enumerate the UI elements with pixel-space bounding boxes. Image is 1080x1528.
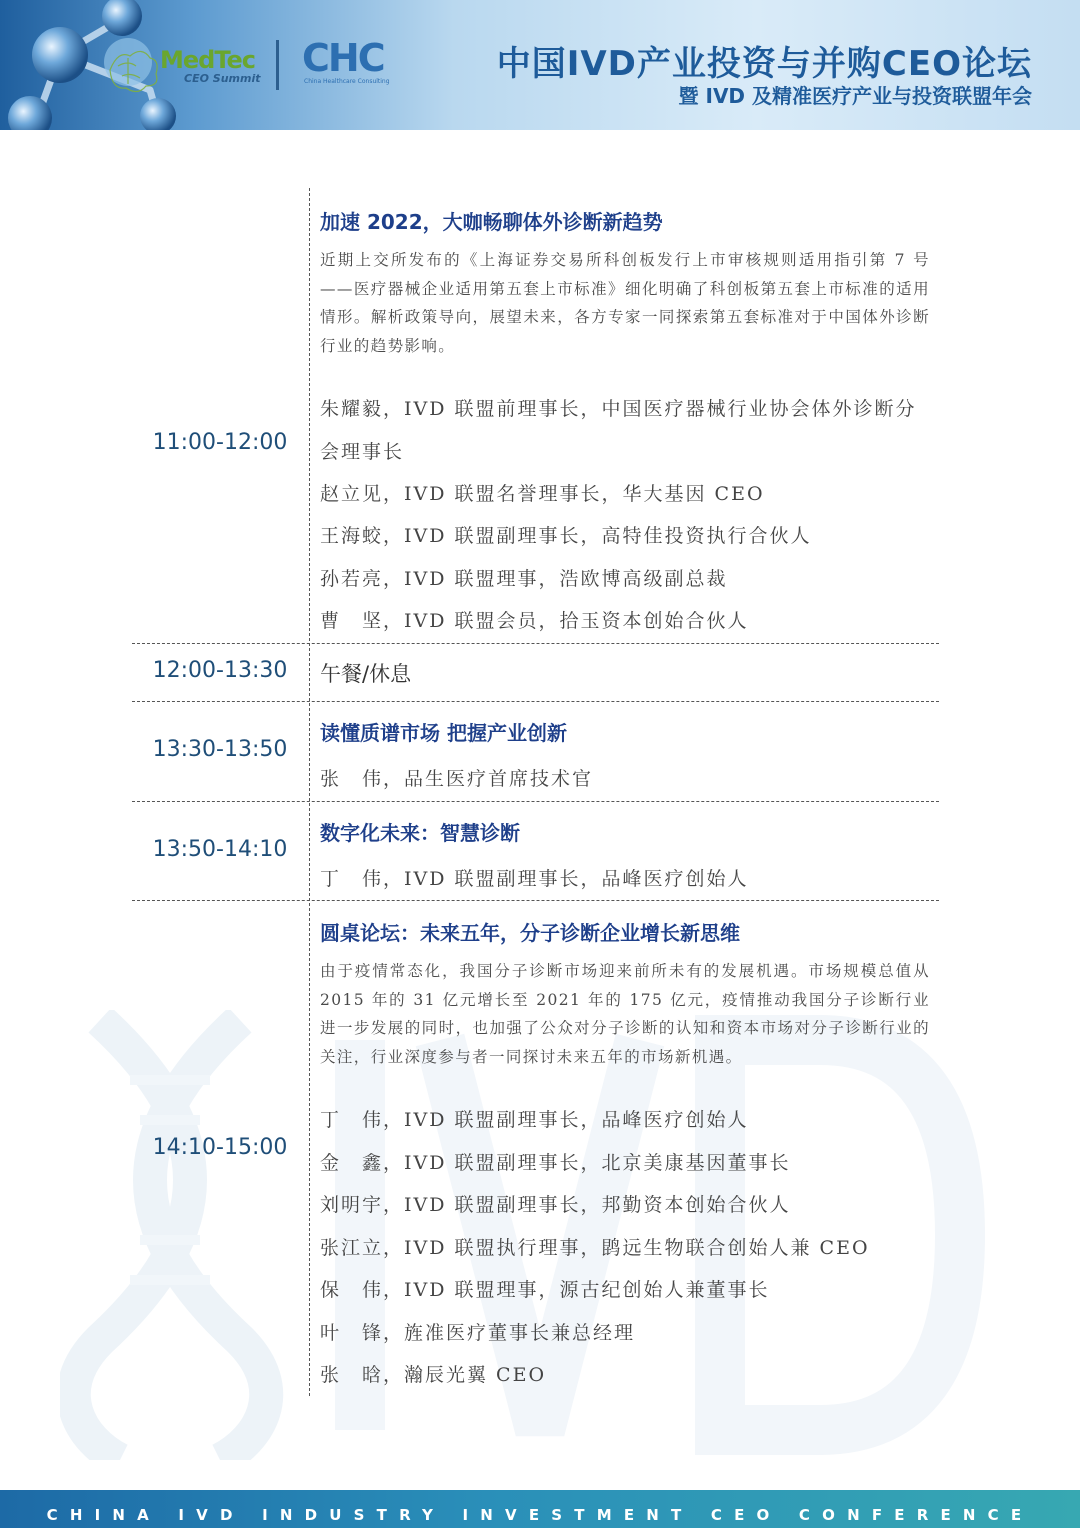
medtec-logo: MedTec [160, 46, 256, 74]
session-title: 数字化未来：智慧诊断 [320, 821, 520, 845]
speaker-item: 丁 伟，IVD 联盟副理事长，品峰医疗创始人 [320, 868, 749, 890]
speaker-item: 张 晗，瀚辰光翼 CEO [320, 1364, 547, 1386]
chc-logo: CHC [302, 36, 384, 80]
session-title: 读懂质谱市场 把握产业创新 [320, 721, 567, 745]
session-time: 13:30-13:50 [152, 737, 288, 762]
speaker-item: 叶 锋，旌准医疗董事长兼总经理 [320, 1322, 636, 1344]
speaker-item: 金 鑫，IVD 联盟副理事长，北京美康基因董事长 [320, 1152, 791, 1174]
page-subtitle: 暨 IVD 及精准医疗产业与投资联盟年会 [678, 84, 1032, 108]
session-time: 14:10-15:00 [152, 1135, 288, 1160]
session-time: 13:50-14:10 [152, 837, 288, 862]
speaker-item: 孙若亮，IVD 联盟理事，浩欧博高级副总裁 [320, 568, 728, 590]
session-title: 圆桌论坛：未来五年，分子诊断企业增长新思维 [320, 921, 740, 945]
row-separator [132, 643, 939, 644]
session-title: 加速 2022，大咖畅聊体外诊断新趋势 [320, 210, 663, 234]
speaker-item: 赵立见，IVD 联盟名誉理事长，华大基因 CEO [320, 483, 765, 505]
session-description: 近期上交所发布的《上海证券交易所科创板发行上市审核规则适用指引第 7 号——医疗器械企业适用第五套上市标准》细化明确了科创板第五套上市标准的适用情形。解析政策导向，展望未来，各方专家一同探索第五套标准对于中国体外诊断行业的趋势影响。 [320, 251, 930, 355]
speaker-item: 保 伟，IVD 联盟理事，源古纪创始人兼董事长 [320, 1279, 770, 1301]
speaker-item: 王海蛟，IVD 联盟副理事长，高特佳投资执行合伙人 [320, 525, 812, 547]
session-time: 11:00-12:00 [152, 430, 288, 455]
footer-text: CHINA IVD INDUSTRY INVESTMENT CEO CONFERENCE [46, 1506, 1034, 1524]
session-title: 午餐/休息 [320, 662, 412, 686]
row-separator [132, 701, 939, 702]
speaker-item: 丁 伟，IVD 联盟副理事长，品峰医疗创始人 [320, 1109, 749, 1131]
speaker-item: 张江立，IVD 联盟执行理事，鹍远生物联合创始人兼 CEO [320, 1237, 870, 1259]
speaker-item: 张 伟，品生医疗首席技术官 [320, 768, 594, 790]
row-separator [132, 801, 939, 802]
header-banner [0, 0, 1080, 130]
medtec-logo-subtitle: CEO Summit [184, 72, 261, 85]
speaker-item: 刘明宇，IVD 联盟副理事长，邦勤资本创始合伙人 [320, 1194, 791, 1216]
column-divider [309, 188, 310, 1396]
page-title: 中国IVD产业投资与并购CEO论坛 [496, 44, 1032, 84]
chc-logo-subtitle: China Healthcare Consulting [304, 78, 390, 85]
row-separator [132, 900, 939, 901]
session-time: 12:00-13:30 [152, 658, 288, 683]
session-description: 由于疫情常态化，我国分子诊断市场迎来前所未有的发展机遇。市场规模总值从 2015 年的 31 亿元增长至 2021 年的 175 亿元，疫情推动我国分子诊断行业进一步发展的同时，也加强了公众对分子诊断的认知和资本市场对分子诊断行业的关注，行业深度参与者一同探讨未来五年的市场新机遇。 [320, 962, 930, 1066]
speaker-item: 朱耀毅，IVD 联盟前理事长，中国医疗器械行业协会体外诊断分会理事长 [320, 398, 917, 463]
speaker-item: 曹 坚，IVD 联盟会员，拾玉资本创始合伙人 [320, 610, 749, 632]
logo-divider [276, 40, 279, 90]
